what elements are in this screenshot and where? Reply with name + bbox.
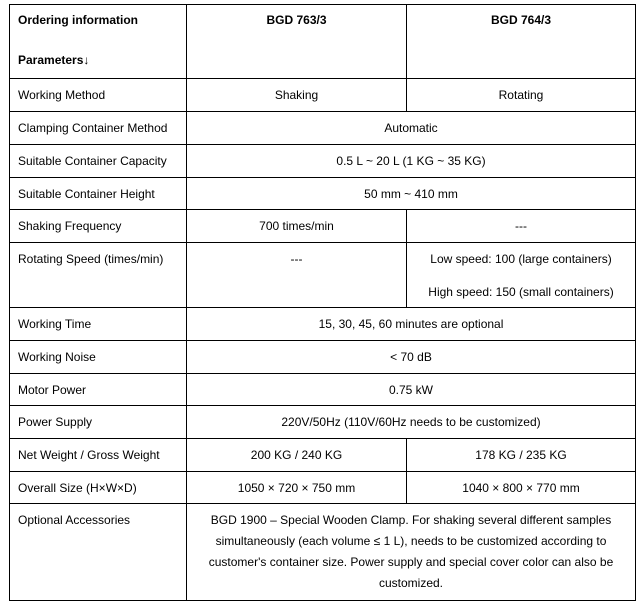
row-label: Rotating Speed (times/min)	[10, 243, 187, 308]
row-label: Working Noise	[10, 341, 187, 374]
row-value: 0.5 L ~ 20 L (1 KG ~ 35 KG)	[187, 145, 636, 178]
accessories-description: BGD 1900 – Special Wooden Clamp. For shaking several different samples simultaneously (each volume ≤ 1 L), needs to be customized according to customer's container size. Power supply and special cover color can also be customized.	[187, 504, 636, 601]
model-header-2: BGD 764/3	[407, 5, 636, 79]
ordering-info-title: Ordering information	[18, 13, 138, 27]
row-value: 1040 × 800 × 770 mm	[407, 472, 636, 504]
spec-table	[9, 4, 636, 601]
row-value: 700 times/min	[187, 210, 407, 243]
row-value: < 70 dB	[187, 341, 636, 374]
row-label: Clamping Container Method	[10, 112, 187, 145]
table-row	[10, 374, 636, 406]
row-value: Shaking	[187, 79, 407, 112]
table-row	[10, 243, 636, 308]
model-header-1: BGD 763/3	[187, 5, 407, 79]
row-value	[407, 243, 636, 308]
table-row	[10, 178, 636, 210]
row-label: Suitable Container Capacity	[10, 145, 187, 178]
row-label: Working Method	[10, 79, 187, 112]
row-value: 1050 × 720 × 750 mm	[187, 472, 407, 504]
row-value: 0.75 kW	[187, 374, 636, 406]
table-row	[10, 210, 636, 243]
row-label: Motor Power	[10, 374, 187, 406]
header-row	[10, 5, 636, 79]
row-value: 200 KG / 240 KG	[187, 439, 407, 472]
table-row	[10, 79, 636, 112]
table-row	[10, 308, 636, 341]
row-value: 220V/50Hz (110V/60Hz needs to be customized)	[187, 406, 636, 439]
row-value: Automatic	[187, 112, 636, 145]
row-label: Suitable Container Height	[10, 178, 187, 210]
row-value: 178 KG / 235 KG	[407, 439, 636, 472]
row-label: Working Time	[10, 308, 187, 341]
table-row	[10, 472, 636, 504]
table-row	[10, 504, 636, 601]
row-label: Net Weight / Gross Weight	[10, 439, 187, 472]
row-label: Shaking Frequency	[10, 210, 187, 243]
row-label: Power Supply	[10, 406, 187, 439]
low-speed-text: Low speed: 100 (large containers)	[430, 252, 612, 266]
parameters-label: Parameters↓	[18, 53, 90, 67]
table-row	[10, 112, 636, 145]
row-label: Overall Size (H×W×D)	[10, 472, 187, 504]
row-label: Optional Accessories	[10, 504, 187, 601]
header-label-cell	[10, 5, 187, 79]
table-row	[10, 145, 636, 178]
table-row	[10, 341, 636, 374]
row-value: ---	[407, 210, 636, 243]
row-value: ---	[187, 243, 407, 308]
table-row	[10, 439, 636, 472]
row-value: 15, 30, 45, 60 minutes are optional	[187, 308, 636, 341]
table-row	[10, 406, 636, 439]
high-speed-text: High speed: 150 (small containers)	[428, 285, 614, 299]
row-value: Rotating	[407, 79, 636, 112]
row-value: 50 mm ~ 410 mm	[187, 178, 636, 210]
